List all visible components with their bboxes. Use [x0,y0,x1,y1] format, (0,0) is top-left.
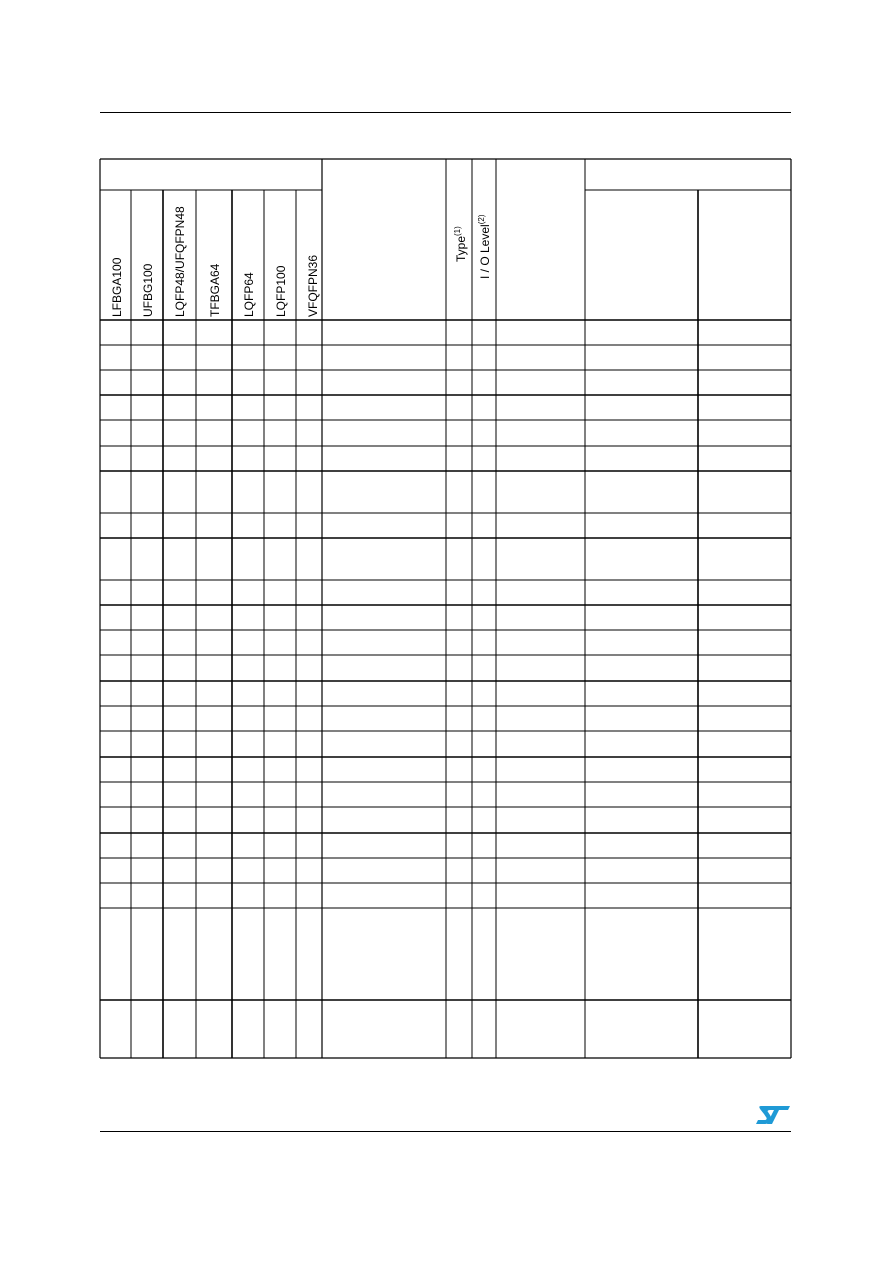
st-logo-icon [755,1104,791,1126]
footer-rule [100,1131,791,1132]
col-header-io-level: I / O Level$^{(2)}$ [477,214,492,279]
col-header-type: Type$^{(1)}$ [453,226,468,262]
col-header-lfbga100: LFBGA100 [110,257,124,317]
col-header-lqfp100: LQFP100 [274,265,288,317]
col-header-tfbga64: TFBGA64 [208,263,222,317]
col-header-vfqfpn36: VFQFPN36 [306,254,320,317]
col-header-ufbg100: UFBG100 [141,263,155,317]
col-header-lqfp48-ufqfpn48: LQFP48/UFQFPN48 [173,206,187,317]
col-header-lqfp64: LQFP64 [242,272,256,317]
